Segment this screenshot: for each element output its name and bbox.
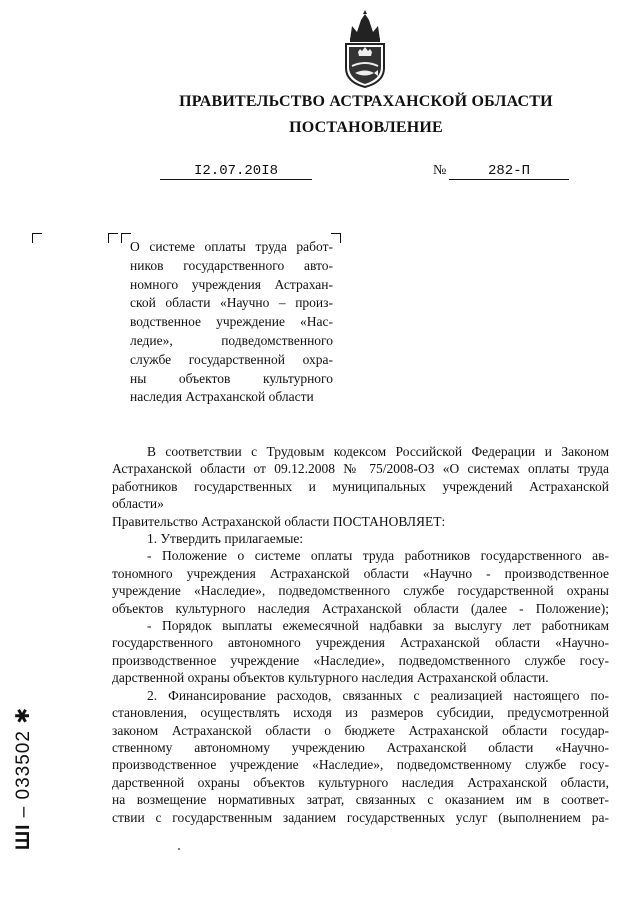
subject-line: О системе оплаты труда работ-: [130, 239, 333, 254]
subject-line: ледие», подведомственного: [130, 332, 333, 348]
body-line: законом Астраханской области о бюджете Астраханской области государ-: [112, 722, 609, 738]
document-body: [112, 443, 609, 826]
body-line: 1. Утвердить прилагаемые:: [147, 531, 304, 547]
body-line: Правительство Астраханской области ПОСТАНОВЛЯЕТ:: [112, 513, 446, 529]
body-line: ствии с государственным заданием государственных услуг (выполнением ра-: [112, 809, 609, 825]
body-line: Астраханской области от 09.12.2008 № 75/2008-ОЗ «О системах оплаты труда: [112, 461, 609, 477]
serial-number: 033502: [13, 730, 34, 800]
subject-line: ской области «Научно – произ-: [130, 295, 333, 311]
scan-speck: [178, 848, 180, 850]
body-line: ственному автономному учреждению Астраханской области «Научно-: [112, 739, 609, 755]
margin-corner-mark: [32, 233, 42, 243]
body-line: производственное учреждение «Наследие», подведомственного службе госу-: [112, 652, 609, 668]
blank-serial-number: ШI – 033502 ✱: [13, 706, 34, 850]
body-line: 2. Финансирование расходов, связанных с реализацией настоящего по-: [147, 687, 609, 703]
subject-line: ны объектов культурного: [130, 370, 333, 386]
body-line: дарственной охраны объектов культурного наследия Астраханской области.: [112, 670, 549, 686]
body-line: государственного автономного учреждения Астраханской области «Научно-: [112, 635, 609, 651]
body-line: производственное учреждение «Наследие», подведомственному службе госу-: [112, 757, 609, 773]
body-line: работников государственных и муниципальных учреждений Астраханской: [112, 478, 609, 494]
body-line: объектов культурного наследия Астраханской области (далее - Положение);: [112, 600, 609, 616]
subject-corner-left: [108, 233, 118, 243]
body-line: - Порядок выплаты ежемесячной надбавки за выслугу лет работникам: [147, 618, 609, 634]
serial-series: ШI: [13, 823, 34, 850]
body-line: области»: [112, 496, 164, 512]
document-subject: [130, 238, 333, 407]
body-line: В соответствии с Трудовым кодексом Российской Федерации и Законом: [147, 444, 609, 459]
body-line: учреждение «Наследие», подведомственного службе государственной охраны: [112, 583, 609, 599]
subject-line: водственное учреждение «Нас-: [130, 314, 333, 330]
subject-line: номного учреждения Астрахан-: [130, 276, 333, 292]
document-type-title: ПОСТАНОВЛЕНИЕ: [289, 119, 443, 136]
subject-line: наследия Астраханской области: [130, 389, 314, 405]
document-date: I2.07.20I8: [160, 163, 312, 180]
body-line: становления, осуществлять исходя из размеров субсидии, предусмотренной: [112, 705, 609, 721]
serial-star-mark: ✱: [13, 706, 34, 724]
subject-line: службе государственной охра-: [130, 351, 333, 367]
astrakhan-coat-of-arms-icon: [340, 10, 390, 88]
body-line: дарственной охраны объектов культурного наследия Астраханской области,: [112, 774, 609, 790]
government-title: ПРАВИТЕЛЬСТВО АСТРАХАНСКОЙ ОБЛАСТИ: [179, 93, 553, 110]
document-number: 282-П: [449, 163, 569, 180]
body-line: - Положение о системе оплаты труда работников государственного ав-: [147, 548, 609, 564]
number-label: №: [433, 163, 447, 178]
body-line: тономного учреждения Астраханской области «Научно - производственное: [112, 565, 609, 581]
subject-line: ников государственного авто-: [130, 257, 333, 273]
body-line: на возмещение нормативных затрат, связанных с оказанием им в соответ-: [112, 792, 609, 808]
